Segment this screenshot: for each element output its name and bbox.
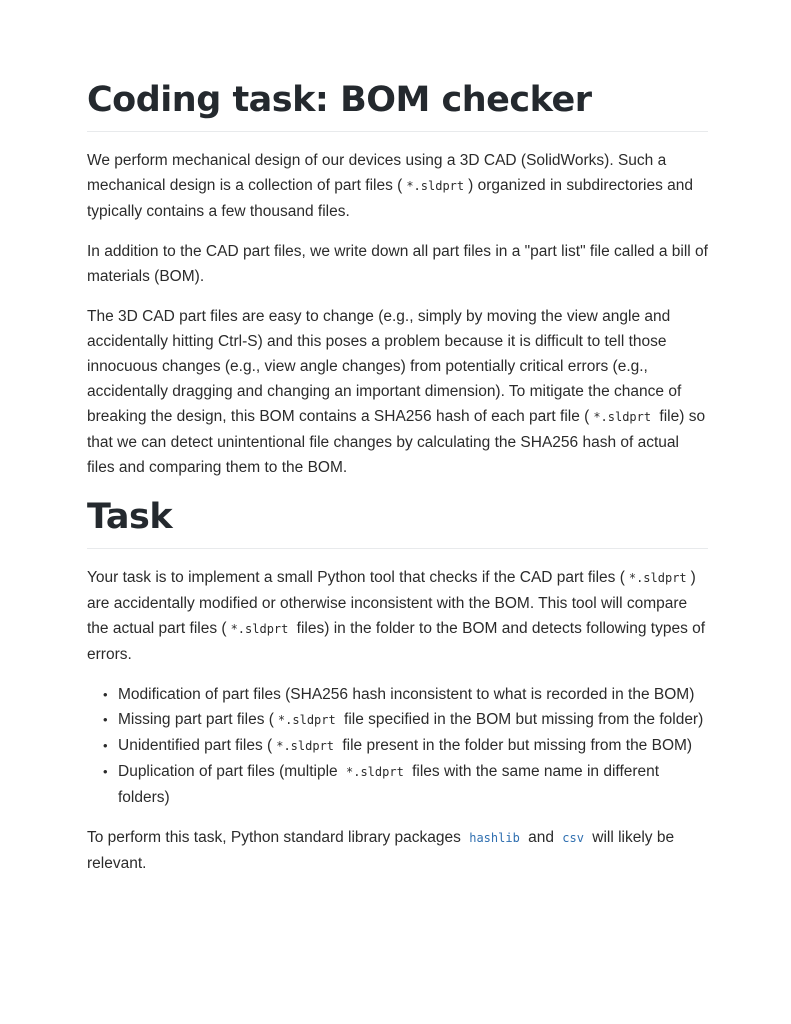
text-span: file) so that we can detect unintentional file changes by calculating the SHA256 hash of actual files and comparing them to the BOM. (87, 408, 706, 476)
list-item (103, 707, 708, 733)
text-span: Missing part part files ( (118, 711, 274, 728)
bullet-icon: • (103, 687, 108, 702)
text-span: file specified in the BOM but missing from the folder) (339, 711, 704, 728)
task-heading: Task (87, 495, 708, 549)
text-span: file present in the folder but missing from the BOM) (338, 737, 693, 754)
text-span: To perform this task, Python standard library packages (87, 829, 466, 846)
text-span: We perform mechanical design of our devices using a 3D CAD (SolidWorks). Such a mechanical design is a collection of part files ( (87, 152, 667, 194)
bullet-icon: • (103, 738, 108, 753)
text-span: Unidentified part files ( (118, 737, 273, 754)
hash-paragraph (87, 304, 708, 480)
text-span: ) are accidentally modified or otherwise inconsistent with the BOM. This tool will compare the actual part files ( (87, 569, 696, 637)
text-span: Modification of part files (SHA256 hash inconsistent to what is recorded in the BOM) (118, 686, 695, 703)
text-span: Your task is to implement a small Python tool that checks if the CAD part files ( (87, 569, 625, 586)
inline-code: *.sldprt (277, 713, 336, 727)
text-span: files with the same name in different folders) (118, 763, 660, 806)
list-item (103, 733, 708, 759)
inline-code: *.sldprt (230, 622, 289, 636)
error-types-list (87, 682, 708, 810)
libraries-paragraph (87, 825, 708, 876)
bullet-icon: • (103, 712, 108, 727)
list-item (103, 759, 708, 810)
list-item (103, 682, 708, 707)
text-span: will likely be relevant. (87, 829, 675, 872)
inline-code: *.sldprt (406, 179, 465, 193)
page-title: Coding task: BOM checker (87, 78, 708, 132)
text-span: ) organized in subdirectories and typically contains a few thousand files. (87, 177, 694, 220)
task-paragraph (87, 565, 708, 667)
text-span: and (523, 829, 559, 846)
bullet-icon: • (103, 764, 108, 779)
text-span: files) in the folder to the BOM and detects following types of errors. (87, 620, 706, 663)
inline-code: *.sldprt (276, 739, 335, 753)
text-span: The 3D CAD part files are easy to change (e.g., simply by moving the view angle and accidentally hitting Ctrl-S) and this poses a problem because it is difficult to tell those innocuous changes (e.g., view angle changes) from potentially critical errors (e.g., accidentally dragging and changing an important dimension). To mitigate the chance of breaking the design, this BOM contains a SHA256 hash of each part file ( (87, 308, 682, 425)
csv-code: csv (562, 831, 584, 845)
hashlib-code: hashlib (469, 831, 520, 845)
text-span: Duplication of part files (multiple (118, 763, 342, 780)
intro-paragraph (87, 148, 708, 224)
inline-code: *.sldprt (593, 410, 652, 424)
inline-code: *.sldprt (346, 765, 404, 779)
bom-paragraph: In addition to the CAD part files, we write down all part files in a "part list" file called a bill of materials (BOM). (87, 243, 708, 285)
inline-code: *.sldprt (628, 571, 687, 585)
